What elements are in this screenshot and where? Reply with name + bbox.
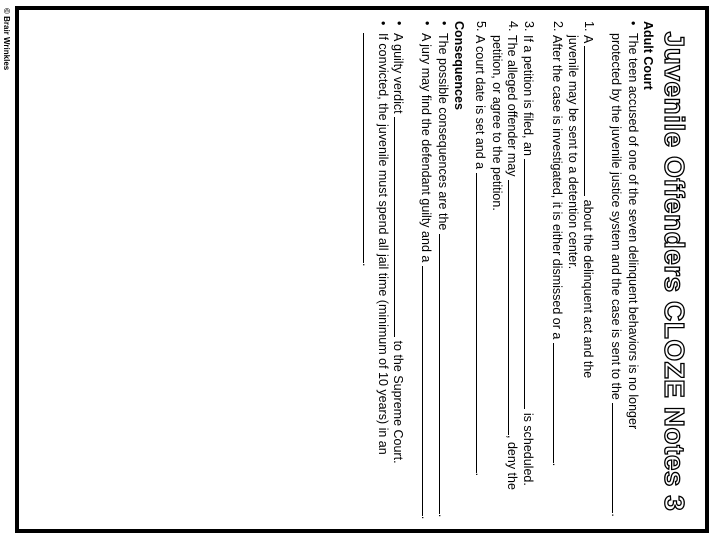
item-number: 4. — [505, 21, 520, 32]
item-number: 3. — [522, 21, 537, 32]
item-number: 2. — [550, 21, 565, 32]
item-text: , deny the — [504, 435, 519, 490]
punctuation: . — [435, 513, 450, 518]
bullet-text: The teen accused of one of the seven delinquent behaviors is no longer — [625, 33, 640, 430]
list-item — [488, 21, 520, 522]
item-number: 5. — [474, 21, 489, 32]
item-text: about the delinquent act and the — [581, 199, 596, 379]
item-text: is scheduled. — [521, 412, 536, 486]
bullet-icon: • — [375, 21, 390, 26]
list-item — [520, 21, 536, 522]
fill-in-blank[interactable] — [476, 173, 488, 473]
bullet-text: A guilty verdict — [391, 33, 406, 114]
item-text: After the case is investigated, it is either dismissed or a — [549, 35, 564, 340]
bullet-text: protected by the juvenile justice system and the case is sent to the — [609, 33, 624, 400]
page-title: Juvenile Offenders CLOZE Notes 3 — [659, 31, 690, 512]
section-heading-consequences: Consequences — [452, 21, 467, 110]
item-text: The alleged offender may — [504, 35, 519, 177]
punctuation: . — [549, 462, 564, 467]
cloze-notes-page — [7, 11, 695, 532]
fill-in-blank[interactable] — [422, 266, 434, 516]
bullet-text: The possible consequences are the — [435, 33, 450, 231]
list-item — [358, 21, 390, 522]
punctuation: . — [419, 515, 434, 520]
fill-in-blank[interactable] — [524, 159, 536, 409]
list-item — [434, 21, 450, 522]
list-item — [548, 21, 564, 522]
fill-in-blank[interactable] — [584, 46, 596, 196]
item-text: If a petition is filed, an — [521, 35, 536, 156]
item-text: A — [581, 35, 596, 43]
bullet-icon: • — [392, 21, 407, 26]
fill-in-blank[interactable] — [553, 343, 565, 463]
list-item — [390, 21, 406, 522]
copyright-notice: © Brair Wrinkles — [2, 8, 11, 71]
item-text: juvenile may be sent to a detention center. — [565, 35, 580, 270]
fill-in-blank[interactable] — [508, 180, 520, 435]
bullet-icon: • — [420, 21, 435, 26]
item-number: 1. — [582, 21, 597, 32]
bullet-icon: • — [436, 21, 451, 26]
bullet-text: If convicted, the juvenile must spend all jail time (minimum of 10 years) in an — [375, 33, 390, 455]
item-text: A court date is set and a — [473, 35, 488, 170]
item-text: petition, or agree to the petition. — [489, 35, 504, 211]
fill-in-blank[interactable] — [363, 33, 375, 263]
fill-in-blank[interactable] — [394, 117, 406, 337]
list-item — [565, 21, 597, 522]
bullet-text: to the Supreme Court. — [391, 340, 406, 464]
list-item — [418, 21, 434, 522]
list-item: • The teen accused of one of the seven delinquent behaviors is no longer protected by the juvenile justice system and the case is sent to the . — [609, 21, 640, 517]
punctuation: . — [359, 263, 374, 267]
list-item — [472, 21, 488, 522]
bullet-icon: • — [625, 21, 640, 26]
fill-in-blank[interactable] — [439, 234, 451, 514]
section-heading-adult-court: Adult Court — [641, 21, 655, 90]
bullet-text: A jury may find the defendant guilty and a — [419, 33, 434, 263]
fill-in-blank[interactable] — [612, 403, 624, 513]
punctuation: . — [473, 472, 488, 477]
